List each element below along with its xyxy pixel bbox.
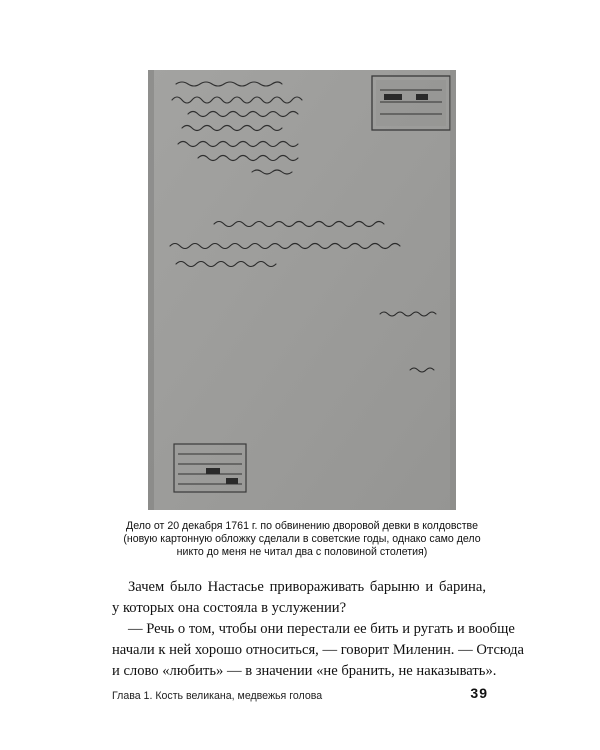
running-title: Глава 1. Кость великана, медвежья голова <box>112 690 323 702</box>
paragraph-line: у которых она состояла в услужении? <box>112 600 347 616</box>
caption-line: (новую картонную обложку сделали в советские годы, однако само дело <box>123 533 481 545</box>
figure-caption <box>120 520 484 559</box>
paragraph-line: начали к ней хорошо относиться, — говорит Миленин. — Отсюда <box>112 642 524 658</box>
caption-line: никто до меня не читал два с половиной столетия) <box>176 546 428 558</box>
paragraph-line: и слово «любить» — в значении «не бранить, не наказывать». <box>112 663 497 679</box>
body-paragraphs <box>112 577 524 682</box>
caption-line: Дело от 20 декабря 1761 г. по обвинению дворовой девки в колдовстве <box>126 520 478 532</box>
paragraph-line: — Речь о том, чтобы они перестали ее бить и ругать и вообще <box>128 621 515 637</box>
paragraph-line: Зачем было Настасье привораживать барыню и барина, <box>128 579 486 595</box>
page-number: 39 <box>470 685 488 701</box>
archival-cover-photo <box>148 70 456 510</box>
